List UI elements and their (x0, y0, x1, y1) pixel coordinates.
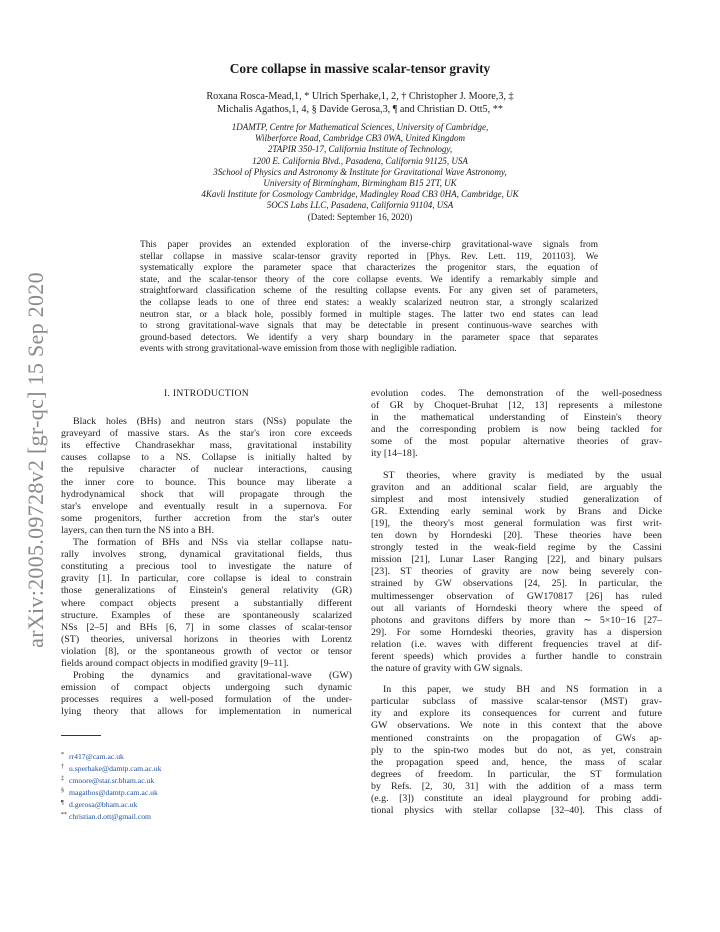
footnote (61, 798, 161, 810)
body-line: ply to the spin-two modes but do not, as yet, constrain (371, 744, 662, 756)
body-line: constituting a precious tool to investigate the nature of (61, 561, 352, 573)
body-line: tional physics with stellar collapse [32–40]. This class of (371, 805, 662, 817)
right-column (371, 388, 662, 817)
footnote-mark: * (61, 752, 64, 758)
abstract-line: stellar collapse in massive scalar-tensor gravity reported in [Phys. Rev. Lett. 119, 201103]. We (140, 251, 598, 262)
body-line: lying theory that allows for implementation in numerical (61, 706, 352, 718)
abstract-line: ground-based detectors. We identify a very sharp boundary in the parameter space that separates (140, 332, 598, 343)
affiliation-line: University of Birmingham, Birmingham B15 2TT, UK (263, 178, 457, 189)
footnote (61, 762, 161, 774)
footnote-mark: † (61, 764, 64, 770)
body-line: [19], the theory's most general formulation was first writ- (371, 517, 662, 529)
footnote (61, 786, 161, 798)
body-line: NSs [2–5] and BHs [6, 7] in some classes of scalar-tensor (61, 621, 352, 633)
body-line: in the mathematical understanding of Einstein's theory (371, 412, 662, 424)
body-line: mentioned constraints on the propagation of GWs ap- (371, 732, 662, 744)
abstract (140, 240, 598, 356)
arxiv-identifier: arXiv:2005.09728v2 [gr-qc] 15 Sep 2020 (23, 272, 48, 648)
body-line: 29]. For some Horndeski theories, gravity has a dispersion (371, 626, 662, 638)
section-heading: I. INTRODUCTION (164, 388, 249, 399)
body-line: strained by GW observations [24, 25]. In particular, the (371, 578, 662, 590)
body-line: GR. Extending early seminal work by Brans and Dicke (371, 505, 662, 517)
body-line: particular subclass of massive scalar-tensor (MST) grav- (371, 696, 662, 708)
body-line: evolution codes. The demonstration of the well-posedness (371, 388, 662, 399)
footnotes (61, 750, 161, 822)
email-link[interactable]: cmoore@star.sr.bham.ac.uk (69, 776, 155, 785)
affiliation-line: 3School of Physics and Astronomy & Institute for Gravitational Wave Astronomy, (213, 166, 507, 177)
body-line: layers, can then turn the NS into a BH. (61, 524, 215, 536)
affiliation-line: 1200 E. California Blvd., Pasadena, California 91125, USA (252, 155, 468, 166)
body-line: multimessenger observation of GW170817 [26] has ruled (371, 590, 662, 602)
body-line: Black holes (BHs) and neutron stars (NSs) populate the (73, 416, 352, 428)
body-line: some progenitors, further accretion from the star's outer (61, 512, 352, 524)
body-line: GW observations. We note in this context that the above (371, 720, 662, 732)
body-line: structure. Examples of these are spontaneously scalarized (61, 609, 352, 621)
body-line: processes requires a well-posed formulation of the under- (61, 694, 352, 706)
body-line: The formation of BHs and NSs via stellar collapse natu- (73, 537, 352, 549)
body-line: In this paper, we study BH and NS formation in a (383, 684, 662, 696)
body-line: ten down by Horndeski [20]. These theories have been (371, 530, 662, 542)
affiliation-line: 2TAPIR 350-17, California Institute of Technology, (267, 144, 453, 155)
footnote (61, 774, 161, 786)
body-line: the inner core to bounce. This bounce may liberate a (61, 476, 352, 488)
footnote-rule (61, 735, 101, 736)
body-line: graviton and an additional scalar field, are arguably the (371, 481, 662, 493)
author-line: Michalis Agathos,1, 4, § Davide Gerosa,3, ¶ and Christian D. Ott5, ** (217, 104, 503, 115)
abstract-line: straightforward classification scheme of the resulting collapse events. For any given set of parameters, (140, 286, 598, 297)
footnote-mark: ¶ (61, 800, 64, 806)
body-line: ST theories, where gravity is mediated by the usual (383, 469, 662, 481)
footnote-mark: ** (61, 812, 67, 818)
body-line: violation [8], or the spontaneous growth of vector or tensor (61, 645, 352, 657)
body-line: strongly tested in the weak-field regime by the Cassini (371, 542, 662, 554)
body-line: its effective Chandrasekhar mass, gravitational instability (61, 440, 352, 452)
footnote-mark: ‡ (61, 776, 64, 782)
body-line: and the corresponding problem is now being tackled for (371, 424, 662, 436)
body-line: emission of compact objects undergoing such dynamic (61, 682, 352, 694)
body-line: hydrodynamical shock that will propagate through the (61, 488, 352, 500)
left-column (61, 388, 352, 718)
paper-title: Core collapse in massive scalar-tensor gravity (229, 61, 491, 76)
body-line: (ST) theories, universal horizons in theories with Lorentz (61, 633, 352, 645)
affiliation-line: 1DAMTP, Centre for Mathematical Sciences, University of Cambridge, (231, 122, 489, 132)
email-link[interactable]: d.gerosa@bham.ac.uk (69, 800, 138, 809)
abstract-line: This paper provides an extended exploration of the inverse-chirp gravitational-wave signals from (140, 240, 598, 250)
body-line: photons and gravitons differs by more than ∼ 5×10−16 [27– (371, 614, 662, 626)
body-line: relation (i.e. waves with different frequencies travel at dif- (371, 638, 662, 650)
arxiv-sidebar-stamp (18, 250, 54, 670)
footnote (61, 810, 161, 822)
body-line: ferent speeds) which provides a further handle to constrain (371, 650, 662, 662)
affiliations (0, 122, 720, 223)
body-line: where compact objects present a substantially different (61, 597, 352, 609)
body-line: of GR by Choquet-Bruhat [12, 13] represents a milestone (371, 400, 662, 412)
dated-line: (Dated: September 16, 2020) (307, 211, 413, 222)
body-line: the repulsive character of nuclear interactions, causing (61, 464, 352, 476)
body-line: degrees of freedom. In particular, the ST formulation (371, 768, 662, 780)
body-line: the propagation speed and, hence, the mass of scalar (371, 756, 662, 768)
body-line: Probing the dynamics and gravitational-wave (GW) (73, 670, 352, 682)
body-line: by Refs. [2, 30, 31] with the addition of a mass term (371, 780, 662, 792)
body-line: fields around compact objects in modified gravity [9–11]. (61, 657, 289, 669)
abstract-line: to strong gravitational-wave signals that may be detectable in present continuous-wave searches with (140, 321, 598, 332)
author-list (0, 90, 720, 116)
email-link[interactable]: magathos@damtp.cam.ac.uk (69, 788, 158, 797)
body-line: causes collapse to a NS. Collapse is initially halted by (61, 452, 352, 464)
body-line: [23]. ST theories of gravity are now being severely con- (371, 566, 662, 578)
affiliation-line: Wilberforce Road, Cambridge CB3 0WA, United Kingdom (254, 133, 466, 144)
body-line: simplest and most intensively studied generalization of (371, 493, 662, 505)
body-line: out all variants of Horndeski theory where the speed of (371, 602, 662, 614)
body-line: ity and explore its consequences for current and future (371, 708, 662, 720)
affiliation-line: 4Kavli Institute for Cosmology Cambridge, Madingley Road CB3 0HA, Cambridge, UK (201, 189, 519, 200)
abstract-line: neutron star, or a black hole, possibly formed in multiple stages. The latter two end states can lead (140, 309, 598, 320)
body-line: ity [14–18]. (371, 448, 418, 460)
author-line: Roxana Rosca-Mead,1, * Ulrich Sperhake,1, 2, † Christopher J. Moore,3, ‡ (206, 91, 514, 102)
abstract-line: the collapse leads to one of three end states: a weakly scalarized neutron star, a strongly scalarized (140, 297, 598, 308)
affiliation-line: 5OCS Labs LLC, Pasadena, California 91104, USA (266, 200, 454, 211)
email-link[interactable]: christian.d.ott@gmail.com (69, 812, 152, 821)
email-link[interactable]: u.sperhake@damtp.cam.ac.uk (69, 764, 162, 773)
body-line: star's envelope and eventually result in a supernova. For (61, 500, 352, 512)
body-line: (e.g. [3]) constitute an ideal playground for probing addi- (371, 793, 662, 804)
abstract-line: state, and the scalar-tensor theory of the core collapse events. We identify a remarkably simple and (140, 274, 598, 285)
abstract-line: events with strong gravitational-wave emission from those with negligible radiation. (140, 344, 457, 355)
abstract-line: systematically explore the parameter space that characterizes the progenitor stars, the equation of (140, 263, 598, 274)
body-line: the nature of gravity with GW signals. (371, 663, 523, 675)
body-line: graveyard of massive stars. As the star's iron core exceeds (61, 428, 352, 440)
body-line: gravity [1]. In particular, core collapse is ideal to constrain (61, 573, 352, 585)
body-line: mission [21], Lunar Laser Ranging [22], and binary pulsars (371, 554, 662, 566)
footnote-mark: § (61, 788, 64, 794)
body-line: some of the most popular alternative theories of grav- (371, 436, 662, 448)
footnote (61, 750, 161, 762)
body-line: rally involves strong, dynamical gravitational fields, thus (61, 549, 352, 561)
body-line: those generalizations of Einstein's general relativity (GR) (61, 585, 352, 597)
email-link[interactable]: rr417@cam.ac.uk (69, 752, 124, 761)
